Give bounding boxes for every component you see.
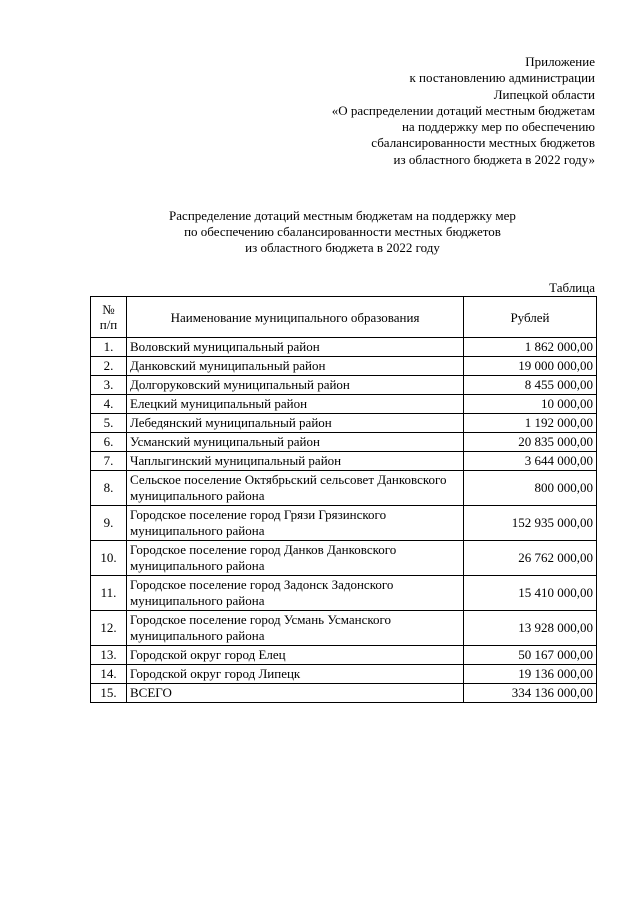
header-number-symbol: № bbox=[102, 302, 115, 317]
row-name: Сельское поселение Октябрьский сельсовет Данковского муниципального района bbox=[127, 471, 464, 506]
row-name: Городское поселение город Грязи Грязинского муниципального района bbox=[127, 506, 464, 541]
row-name: Усманский муниципальный район bbox=[127, 433, 464, 452]
row-sum: 19 000 000,00 bbox=[464, 357, 597, 376]
row-name: Лебедянский муниципальный район bbox=[127, 414, 464, 433]
header-line: Приложение bbox=[525, 54, 595, 69]
row-number: 7. bbox=[91, 452, 127, 471]
table-header-row bbox=[91, 297, 597, 338]
row-name: Городское поселение город Данков Данковского муниципального района bbox=[127, 541, 464, 576]
row-number: 3. bbox=[91, 376, 127, 395]
appendix-header bbox=[235, 54, 595, 168]
table-row bbox=[91, 684, 597, 703]
row-number: 11. bbox=[91, 576, 127, 611]
row-number: 15. bbox=[91, 684, 127, 703]
table-row bbox=[91, 376, 597, 395]
header-line: к постановлению администрации bbox=[409, 70, 595, 86]
row-name: ВСЕГО bbox=[127, 684, 464, 703]
document-title bbox=[90, 208, 595, 256]
row-sum: 3 644 000,00 bbox=[464, 452, 597, 471]
row-number: 12. bbox=[91, 611, 127, 646]
table-row bbox=[91, 452, 597, 471]
row-sum: 13 928 000,00 bbox=[464, 611, 597, 646]
row-sum: 10 000,00 bbox=[464, 395, 597, 414]
header-line: сбалансированности местных бюджетов bbox=[371, 135, 595, 151]
row-name: Данковский муниципальный район bbox=[127, 357, 464, 376]
row-name: Городское поселение город Усмань Усманского муниципального района bbox=[127, 611, 464, 646]
row-name: Воловский муниципальный район bbox=[127, 338, 464, 357]
title-line: Распределение дотаций местным бюджетам на поддержку мер bbox=[169, 208, 516, 223]
table-row bbox=[91, 357, 597, 376]
table-row bbox=[91, 338, 597, 357]
table-label: Таблица bbox=[549, 280, 595, 295]
table-row bbox=[91, 471, 597, 506]
row-name: Городской округ город Липецк bbox=[127, 665, 464, 684]
row-number: 2. bbox=[91, 357, 127, 376]
row-number: 5. bbox=[91, 414, 127, 433]
row-number: 10. bbox=[91, 541, 127, 576]
row-number: 14. bbox=[91, 665, 127, 684]
header-line: Липецкой области bbox=[493, 86, 595, 102]
row-sum: 50 167 000,00 bbox=[464, 646, 597, 665]
header-number bbox=[91, 297, 127, 338]
title-line: по обеспечению сбалансированности местных бюджетов bbox=[184, 224, 501, 239]
row-sum: 15 410 000,00 bbox=[464, 576, 597, 611]
row-sum: 19 136 000,00 bbox=[464, 665, 597, 684]
table-row bbox=[91, 646, 597, 665]
row-number: 4. bbox=[91, 395, 127, 414]
header-name: Наименование муниципального образования bbox=[127, 297, 464, 338]
row-sum: 20 835 000,00 bbox=[464, 433, 597, 452]
table-row bbox=[91, 395, 597, 414]
row-name: Елецкий муниципальный район bbox=[127, 395, 464, 414]
row-name: Чаплыгинский муниципальный район bbox=[127, 452, 464, 471]
row-sum: 800 000,00 bbox=[464, 471, 597, 506]
header-line: на поддержку мер по обеспечению bbox=[401, 119, 595, 135]
row-sum: 152 935 000,00 bbox=[464, 506, 597, 541]
row-sum: 1 862 000,00 bbox=[464, 338, 597, 357]
header-line: «О распределении дотаций местным бюджетам bbox=[331, 102, 595, 118]
row-sum: 8 455 000,00 bbox=[464, 376, 597, 395]
table-row bbox=[91, 506, 597, 541]
row-number: 6. bbox=[91, 433, 127, 452]
table-row bbox=[91, 611, 597, 646]
table-row bbox=[91, 433, 597, 452]
row-sum: 26 762 000,00 bbox=[464, 541, 597, 576]
row-sum: 334 136 000,00 bbox=[464, 684, 597, 703]
row-number: 9. bbox=[91, 506, 127, 541]
title-line: из областного бюджета в 2022 году bbox=[245, 240, 440, 255]
row-name: Городское поселение город Задонск Задонского муниципального района bbox=[127, 576, 464, 611]
subsidy-table bbox=[90, 296, 597, 703]
table-row bbox=[91, 576, 597, 611]
table-row bbox=[91, 665, 597, 684]
row-name: Долгоруковский муниципальный район bbox=[127, 376, 464, 395]
table-row bbox=[91, 541, 597, 576]
header-number-abbr: п/п bbox=[99, 317, 118, 332]
table-row bbox=[91, 414, 597, 433]
header-line: из областного бюджета в 2022 году» bbox=[393, 151, 595, 167]
row-sum: 1 192 000,00 bbox=[464, 414, 597, 433]
header-sum: Рублей bbox=[464, 297, 597, 338]
row-name: Городской округ город Елец bbox=[127, 646, 464, 665]
row-number: 8. bbox=[91, 471, 127, 506]
row-number: 1. bbox=[91, 338, 127, 357]
row-number: 13. bbox=[91, 646, 127, 665]
